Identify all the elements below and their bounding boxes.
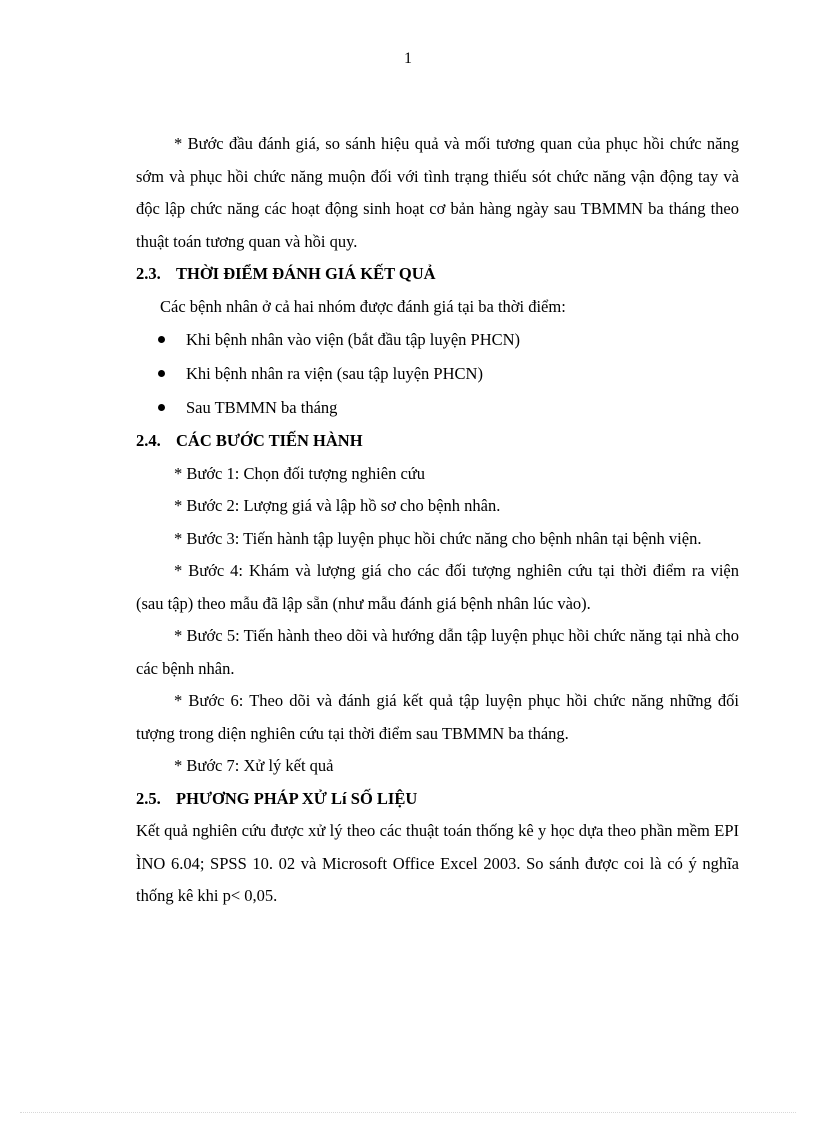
section-number: 2.4. [136, 431, 161, 450]
section-heading-2-3 [136, 258, 739, 291]
evaluation-times-list [136, 323, 739, 425]
section-number: 2.5. [136, 788, 161, 808]
section-number: 2.3. [136, 264, 161, 283]
bullet-icon [158, 404, 165, 411]
bullet-icon [158, 336, 165, 343]
page-bottom-divider [20, 1112, 796, 1113]
list-item: Khi bệnh nhân vào viện (bắt đầu tập luyện PHCN) [158, 323, 739, 357]
section-title: PHƯƠNG PHÁP XỬ Lí SỐ LIỆU [176, 788, 418, 808]
section-body: Kết quả nghiên cứu được xử lý theo các thuật toán thống kê y học dựa theo phần mềm EPI ÌNO 6.04; SPSS 10. 02 và Microsoft Office Excel 2003. So sánh được coi là có ý nghĩa thống kê khi p< 0,05. [136, 821, 739, 905]
step-paragraph: * Bước 2: Lượng giá và lập hồ sơ cho bệnh nhân. [174, 496, 501, 515]
bullet-icon [158, 370, 165, 377]
step-paragraph: * Bước 7: Xử lý kết quả [174, 756, 334, 775]
section-lead: Các bệnh nhân ở cả hai nhóm được đánh giá tại ba thời điểm: [160, 296, 566, 316]
step-paragraph: * Bước 3: Tiến hành tập luyện phục hồi chức năng cho bệnh nhân tại bệnh viện. [174, 528, 702, 548]
document-body [136, 128, 739, 913]
step-paragraph: * Bước 6: Theo dõi và đánh giá kết quả tập luyện phục hồi chức năng những đối tượng trong diện nghiên cứu tại thời điểm sau TBMMN ba tháng. [136, 691, 739, 743]
section-title: CÁC BƯỚC TIẾN HÀNH [176, 431, 363, 450]
list-item: Sau TBMMN ba tháng [158, 391, 739, 425]
list-item: Khi bệnh nhân ra viện (sau tập luyện PHCN) [158, 357, 739, 391]
section-heading-2-5 [136, 783, 739, 816]
step-paragraph: * Bước 4: Khám và lượng giá cho các đối tượng nghiên cứu tại thời điểm ra viện (sau tập) theo mẫu đã lập sẵn (như mẫu đánh giá bệnh nhân lúc vào). [136, 561, 739, 613]
intro-paragraph: * Bước đầu đánh giá, so sánh hiệu quả và mối tương quan của phục hồi chức năng sớm và phục hồi chức năng muộn đối với tình trạng thiếu sót chức năng vận động tay và độc lập chức năng các hoạt động sinh hoạt cơ bản hàng ngày sau TBMMN ba tháng theo thuật toán tương quan và hồi quy. [136, 134, 739, 251]
section-title: THỜI ĐIỂM ĐÁNH GIÁ KẾT QUẢ [176, 264, 436, 283]
section-heading-2-4 [136, 425, 739, 458]
page-number: 1 [404, 50, 412, 67]
step-paragraph: * Bước 1: Chọn đối tượng nghiên cứu [174, 463, 425, 483]
step-paragraph: * Bước 5: Tiến hành theo dõi và hướng dẫn tập luyện phục hồi chức năng tại nhà cho các bệnh nhân. [136, 626, 739, 678]
